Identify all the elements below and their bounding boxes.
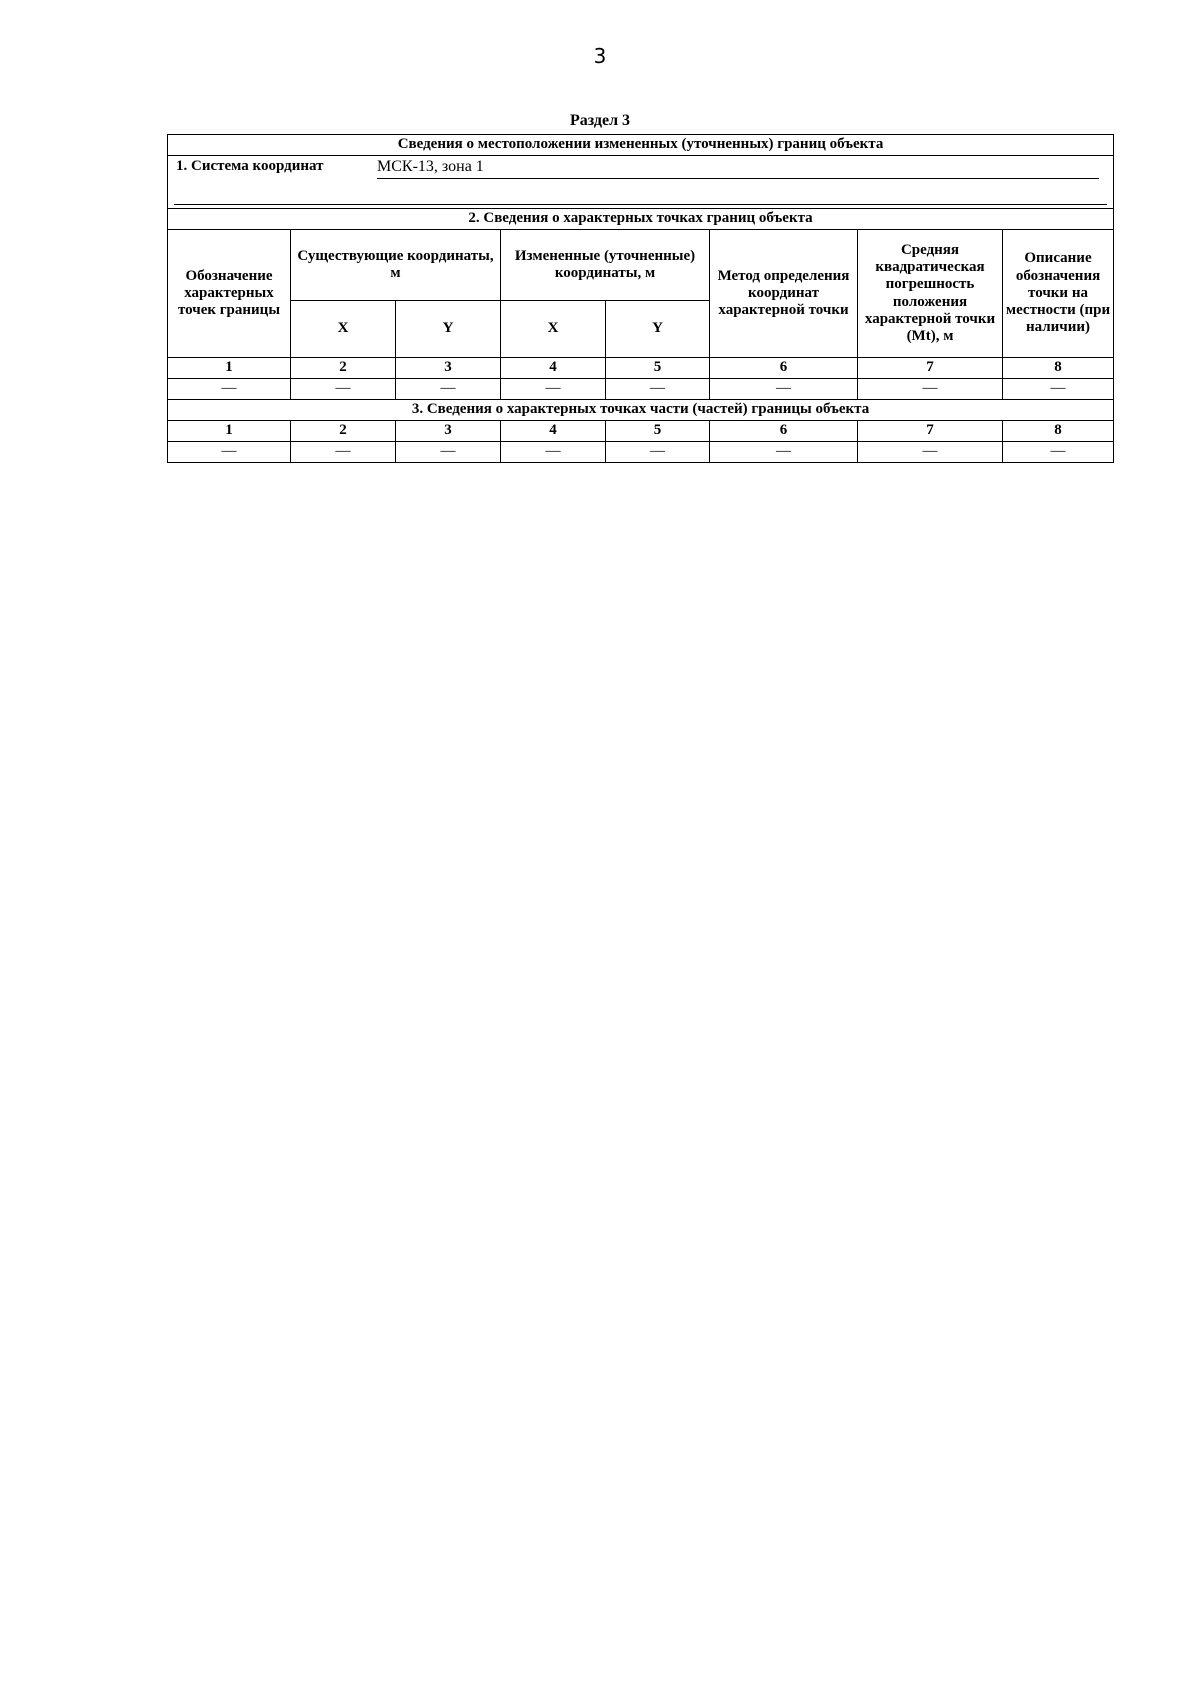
header-mean-error: Средняя квадратическая погрешность положения характерной точки (Mt), м — [858, 230, 1003, 358]
table-cell: — — [710, 442, 858, 463]
column-number: 3 — [396, 358, 501, 379]
column-number: 8 — [1003, 358, 1114, 379]
column-number: 4 — [501, 358, 606, 379]
section-title: Раздел 3 — [569, 112, 631, 129]
column-number: 8 — [1003, 421, 1114, 442]
header-point-designation: Обозначение характерных точек границы — [168, 230, 291, 358]
column-number: 2 — [291, 358, 396, 379]
column-number: 2 — [291, 421, 396, 442]
table-cell: — — [1003, 442, 1114, 463]
header-method: Метод определения координат характерной точки — [710, 230, 858, 358]
page-number: 3 — [593, 44, 607, 68]
table-row — [168, 379, 1114, 400]
column-number: 7 — [858, 358, 1003, 379]
column-number: 6 — [710, 421, 858, 442]
table-cell: — — [606, 379, 710, 400]
coordinate-system-label: 1. Система координат — [176, 158, 324, 174]
table-cell: — — [1003, 379, 1114, 400]
table-row — [168, 442, 1114, 463]
column-number: 6 — [710, 358, 858, 379]
table-cell: — — [168, 379, 291, 400]
boundary-table — [167, 134, 1114, 463]
header-changed-coordinates: Измененные (уточненные) координаты, м — [501, 230, 710, 301]
column-number: 7 — [858, 421, 1003, 442]
table-cell: — — [396, 442, 501, 463]
table-cell: — — [501, 442, 606, 463]
table-cell: — — [396, 379, 501, 400]
part2-column-numbers — [168, 358, 1114, 379]
column-number: 1 — [168, 421, 291, 442]
column-number: 5 — [606, 358, 710, 379]
column-number: 4 — [501, 421, 606, 442]
part3-column-numbers — [168, 421, 1114, 442]
column-number: 5 — [606, 421, 710, 442]
table-title: Сведения о местоположении измененных (уточненных) границ объекта — [168, 135, 1114, 156]
column-number: 1 — [168, 358, 291, 379]
table-cell: — — [291, 442, 396, 463]
coordinate-system-value: МСК-13, зона 1 — [377, 158, 484, 175]
header-existing-x: X — [291, 301, 396, 358]
coordinate-system-blank-line — [174, 204, 1107, 205]
table-cell: — — [710, 379, 858, 400]
table-cell: — — [858, 442, 1003, 463]
header-changed-x: X — [501, 301, 606, 358]
column-number: 3 — [396, 421, 501, 442]
table-cell: — — [606, 442, 710, 463]
header-existing-y: Y — [396, 301, 501, 358]
table-cell: — — [168, 442, 291, 463]
coordinate-system-underline — [377, 178, 1099, 179]
table-cell: — — [858, 379, 1003, 400]
header-description: Описание обозначения точки на местности (при наличии) — [1003, 230, 1114, 358]
table-cell: — — [291, 379, 396, 400]
part3-title: 3. Сведения о характерных точках части (частей) границы объекта — [168, 400, 1114, 421]
coordinate-system-row — [168, 156, 1114, 209]
header-changed-y: Y — [606, 301, 710, 358]
part2-title: 2. Сведения о характерных точках границ объекта — [168, 209, 1114, 230]
header-existing-coordinates: Существующие координаты, м — [291, 230, 501, 301]
table-cell: — — [501, 379, 606, 400]
